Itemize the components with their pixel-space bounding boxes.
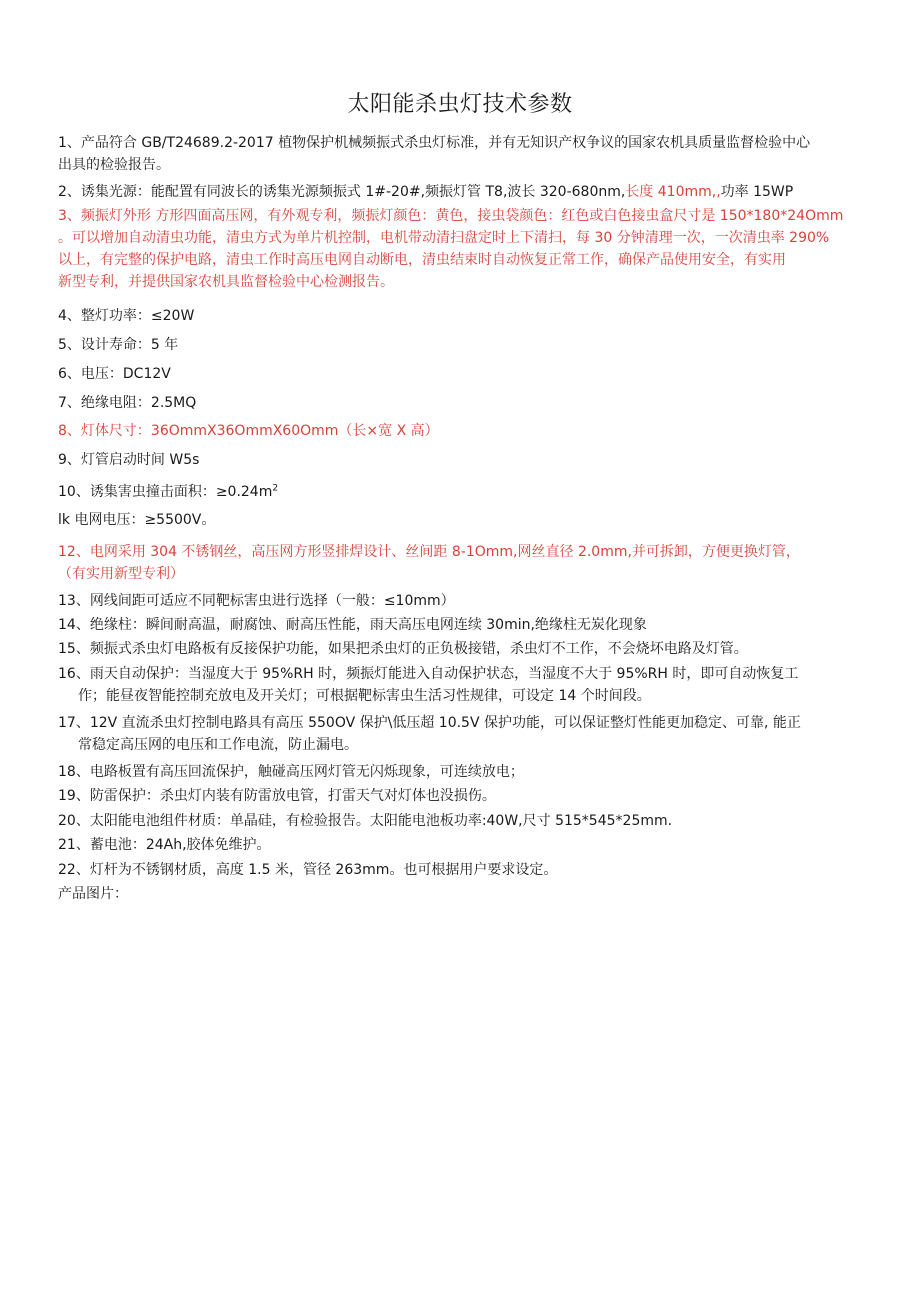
item-3-line-1: 3、频振灯外形 方形四面高压网，有外观专利，频振灯颜色：黄色，接虫袋颜色：红色或白色接虫盒尺寸是 150*180*24Omm bbox=[58, 208, 844, 224]
item-2 bbox=[58, 181, 868, 203]
item-9: 9、灯管启动时间 W5s bbox=[58, 452, 200, 468]
item-12-line-2: （有实用新型专利） bbox=[58, 566, 184, 582]
item-1-line-1: 1、产品符合 GB/T24689.2-2017 植物保护机械频振式杀虫灯标准，并有无知识产权争议的国家农机具质量监督检验中心 bbox=[58, 135, 811, 151]
item-18: 18、电路板置有高压回流保护，触碰高压网灯管无闪烁现象，可连续放电； bbox=[58, 764, 524, 780]
item-15: 15、频振式杀虫灯电路板有反接保护功能，如果把杀虫灯的正负极接错，杀虫灯不工作，不会烧坏电路及灯管。 bbox=[58, 641, 748, 657]
item-10-superscript: 2 bbox=[272, 483, 279, 494]
item-16-line-2: 作；能昼夜智能控制充放电及开关灯；可根据靶标害虫生活习性规律，可设定 14 个时间段。 bbox=[78, 688, 651, 704]
item-14: 14、绝缘柱：瞬间耐高温，耐腐蚀、耐高压性能，雨天高压电网连续 30min,绝缘柱无炭化现象 bbox=[58, 617, 647, 633]
item-21: 21、蓄电池：24Ah,胶体免维护。 bbox=[58, 837, 271, 853]
item-17-line-1: 17、12V 直流杀虫灯控制电路具有高压 550OV 保护\低压超 10.5V 保护功能，可以保证整灯性能更加稳定、可靠, 能正 bbox=[58, 715, 801, 731]
item-1 bbox=[58, 132, 868, 176]
item-5: 5、设计寿命：5 年 bbox=[58, 337, 179, 353]
item-3-line-4: 新型专利，并提供国家农机具监督检验中心检测报告。 bbox=[58, 274, 394, 290]
item-17 bbox=[58, 712, 868, 756]
item-10 bbox=[58, 481, 868, 503]
item-16-line-1: 16、雨天自动保护：当湿度大于 95%RH 时，频振灯能进入自动保护状态，当湿度不大于 95%RH 时，即可自动恢复工 bbox=[58, 666, 799, 682]
item-6: 6、电压：DC12V bbox=[58, 366, 171, 382]
item-2-text: 2、诱集光源：能配置有同波长的诱集光源频振式 1#-20#,频振灯管 T8,波长 320-680nm, bbox=[58, 184, 626, 200]
item-8: 8、灯体尺寸：36OmmX36OmmX60Omm（长×宽 X 高） bbox=[58, 423, 439, 439]
item-16 bbox=[58, 663, 868, 707]
item-4: 4、整灯功率：≤20W bbox=[58, 308, 195, 324]
item-1-line-2: 出具的检验报告。 bbox=[58, 157, 170, 173]
item-22: 22、灯杆为不锈钢材质，高度 1.5 米，管径 263mm。也可根据用户要求设定。 bbox=[58, 862, 558, 878]
item-20: 20、太阳能电池组件材质：单晶硅，有检验报告。太阳能电池板功率:40W,尺寸 515*545*25mm. bbox=[58, 813, 673, 829]
item-2-highlight: 长度 410mm,, bbox=[625, 184, 721, 200]
item-19: 19、防雷保护：杀虫灯内装有防雷放电管，打雷天气对灯体也没损伤。 bbox=[58, 788, 496, 804]
item-12 bbox=[58, 541, 868, 585]
item-3 bbox=[58, 205, 868, 293]
item-3-line-2: 。可以增加自动清虫功能，清虫方式为单片机控制，电机带动清扫盘定时上下清扫，每 30 分钟清理一次，一次清虫率 290% bbox=[58, 230, 830, 246]
item-3-line-3: 以上，有完整的保护电路，清虫工作时高压电网自动断电，清虫结束时自动恢复正常工作，确保产品使用安全，有实用 bbox=[58, 252, 786, 268]
item-17-line-2: 常稳定高压网的电压和工作电流，防止漏电。 bbox=[78, 737, 358, 753]
item-11: lk 电网电压：≥5500V。 bbox=[58, 512, 216, 528]
item-7: 7、绝缘电阻：2.5MQ bbox=[58, 395, 197, 411]
item-2-power: 功率 15WP bbox=[720, 184, 794, 200]
item-13: 13、网线间距可适应不同靶标害虫进行选择（一般：≤10mm） bbox=[58, 593, 455, 609]
product-images-label: 产品图片： bbox=[58, 886, 128, 902]
item-10-text: 10、诱集害虫撞击面积：≥0.24m bbox=[58, 484, 273, 500]
document-title: 太阳能杀虫灯技术参数 bbox=[347, 92, 573, 117]
item-12-line-1: 12、电网采用 304 不锈钢丝，高压网方形竖排焊设计、丝间距 8-1Omm,网丝直径 2.0mm,并可拆卸，方便更换灯管， bbox=[58, 544, 800, 560]
